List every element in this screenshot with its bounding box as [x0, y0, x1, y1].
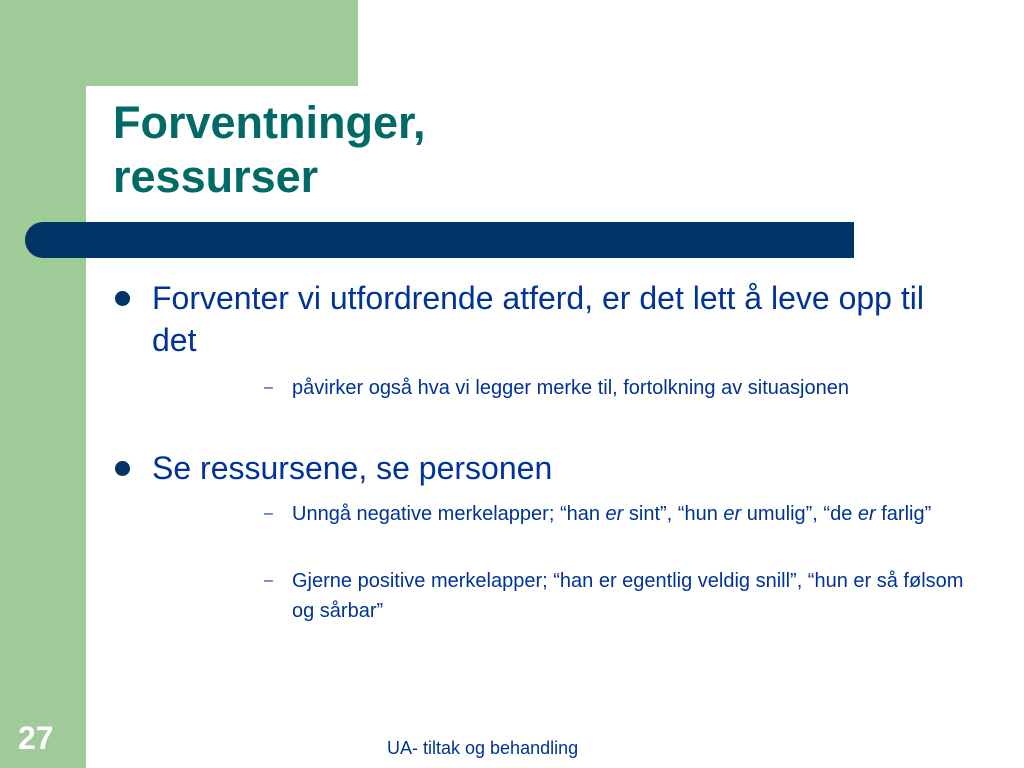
sub-bullet-item — [264, 373, 982, 403]
bullet-item — [152, 277, 952, 361]
dash-icon: – — [264, 379, 273, 396]
emphasis-text: er — [723, 503, 742, 525]
sub-bullet-item — [264, 566, 982, 626]
bullet-text: Se ressursene, se personen — [152, 450, 553, 486]
emphasis-text: er — [605, 503, 624, 525]
emphasis-text: er — [857, 503, 876, 525]
sub-bullet-text-part: farlig” — [875, 503, 932, 525]
bullet-text: Forventer vi utfordrende atferd, er det lett å leve opp til det — [152, 280, 924, 358]
slide-footer: UA- tiltak og behandling — [387, 738, 579, 758]
sub-bullet-text-part: sint”, “hun — [623, 503, 724, 525]
sub-bullet-item — [264, 499, 982, 529]
title-divider-bar — [25, 222, 854, 258]
sub-bullet-text: påvirker også hva vi legger merke til, fortolkning av situasjonen — [292, 377, 849, 399]
bullet-item — [152, 447, 952, 489]
bullet-dot-icon — [115, 291, 130, 306]
bullet-dot-icon — [115, 461, 130, 476]
sub-bullet-text-part: umulig”, “de — [741, 503, 858, 525]
dash-icon: – — [264, 572, 273, 589]
sub-bullet-text: Gjerne positive merkelapper; “han er egentlig veldig snill”, “hun er så følsom og sårbar” — [292, 570, 964, 622]
dash-icon: – — [264, 505, 273, 522]
slide-title-line-2: ressurser — [113, 151, 319, 202]
slide-title-line-1: Forventninger, — [113, 97, 426, 148]
green-left-band — [0, 0, 86, 768]
sub-bullet-text-part: Unngå negative merkelapper; “han — [292, 503, 606, 525]
slide-title — [113, 96, 426, 204]
slide-number: 27 — [18, 720, 54, 756]
